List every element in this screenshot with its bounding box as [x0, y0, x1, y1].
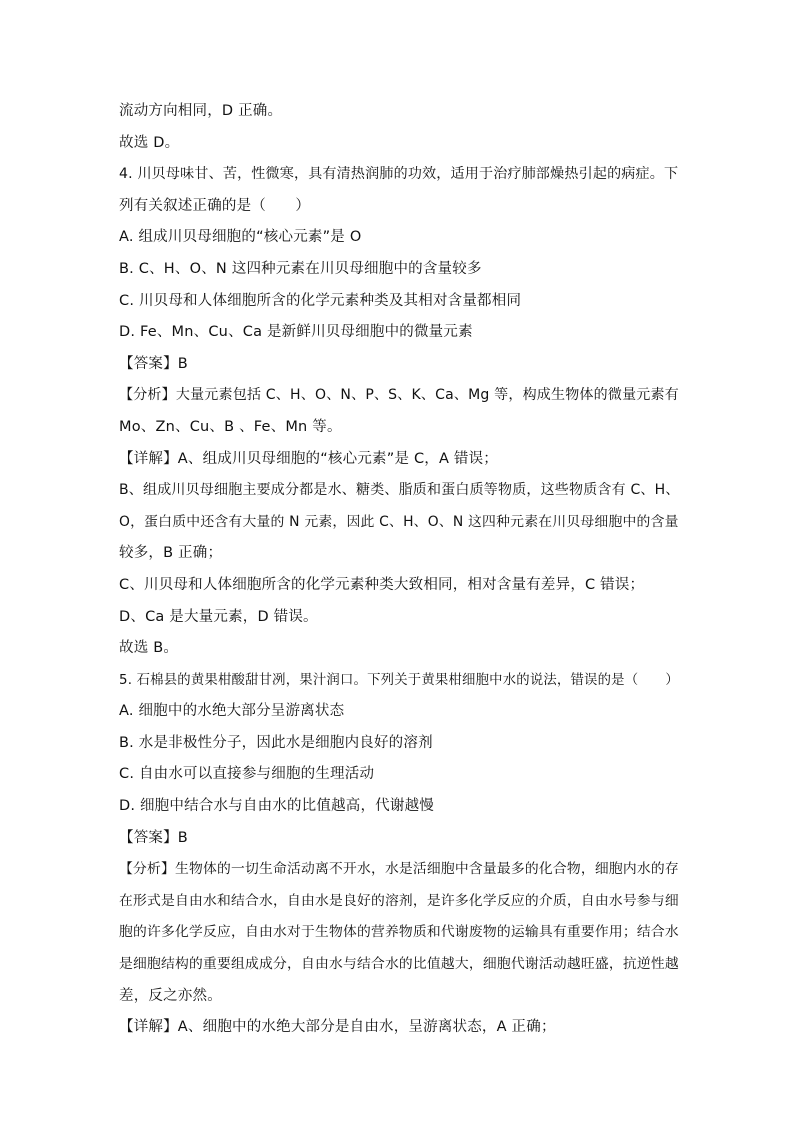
question-4-answer: 【答案】B	[119, 355, 188, 372]
question-4-detail-c: C、川贝母和人体细胞所含的化学元素种类大致相同，相对含量有差异，C 错误；	[119, 576, 645, 593]
question-4-conclusion: 故选 B。	[119, 640, 179, 657]
document-page	[119, 96, 679, 1044]
text-line: 流动方向相同，D 正确。	[119, 103, 283, 119]
question-4-analysis-cont: Mo、Zn、Cu、B 、Fe、Mn 等。	[119, 418, 342, 435]
question-5-analysis: 【分析】生物体的一切生命活动离不开水，水是活细胞中含量最多的化合物，细胞内水的存	[119, 861, 679, 878]
question-5-option-d: D. 细胞中结合水与自由水的比值越高，代谢越慢	[119, 798, 434, 815]
question-4-detail-b-end: 较多，B 正确；	[119, 545, 223, 562]
question-4-option-c: C. 川贝母和人体细胞所含的化学元素种类及其相对含量都相同	[119, 292, 522, 309]
question-4-option-b: B. C、H、O、N 这四种元素在川贝母细胞中的含量较多	[119, 260, 482, 277]
question-4-detail: 【详解】A、组成川贝母细胞的“核心元素”是 C，A 错误；	[119, 450, 499, 467]
question-4-stem-cont: 列有关叙述正确的是（ ）	[119, 197, 311, 214]
question-4-analysis: 【分析】大量元素包括 C、H、O、N、P、S、K、Ca、Mg 等，构成生物体的微量元素有	[119, 387, 679, 404]
question-5-analysis-cont: 是细胞结构的重要组成成分，自由水与结合水的比值越大，细胞代谢活动越旺盛，抗逆性越	[119, 956, 679, 973]
question-5-analysis-cont: 在形式是自由水和结合水，自由水是良好的溶剂，是许多化学反应的介质，自由水号参与细	[119, 892, 679, 909]
question-4-detail-b-cont: O，蛋白质中还含有大量的 N 元素，因此 C、H、O、N 这四种元素在川贝母细胞中的含量	[119, 513, 679, 530]
question-4-option-a: A. 组成川贝母细胞的“核心元素”是 O	[119, 229, 362, 246]
question-4-detail-b: B、组成川贝母细胞主要成分都是水、糖类、脂质和蛋白质等物质，这些物质含有 C、H、	[119, 482, 680, 499]
question-5-answer: 【答案】B	[119, 829, 188, 846]
question-5-stem: 5. 石棉县的黄果柑酸甜甘冽，果汁润口。下列关于黄果柑细胞中水的说法，错误的是（ ）	[119, 672, 679, 688]
question-5-analysis-cont: 胞的许多化学反应，自由水对于生物体的营养物质和代谢废物的运输具有重要作用；结合水	[119, 924, 679, 941]
question-5-detail: 【详解】A、细胞中的水绝大部分是自由水，呈游离状态，A 正确；	[119, 1019, 556, 1036]
question-4-option-d: D. Fe、Mn、Cu、Ca 是新鲜川贝母细胞中的微量元素	[119, 324, 473, 341]
question-5-option-c: C. 自由水可以直接参与细胞的生理活动	[119, 766, 375, 783]
question-5-option-b: B. 水是非极性分子，因此水是细胞内良好的溶剂	[119, 734, 433, 751]
question-4-stem: 4. 川贝母味甘、苦，性微寒，具有清热润肺的功效，适用于治疗肺部燥热引起的病症。下	[119, 166, 679, 183]
text-line: 故选 D。	[119, 134, 180, 151]
question-5-analysis-end: 差，反之亦然。	[119, 987, 222, 1004]
question-5-option-a: A. 细胞中的水绝大部分呈游离状态	[119, 703, 345, 720]
question-4-detail-d: D、Ca 是大量元素，D 错误。	[119, 608, 318, 625]
